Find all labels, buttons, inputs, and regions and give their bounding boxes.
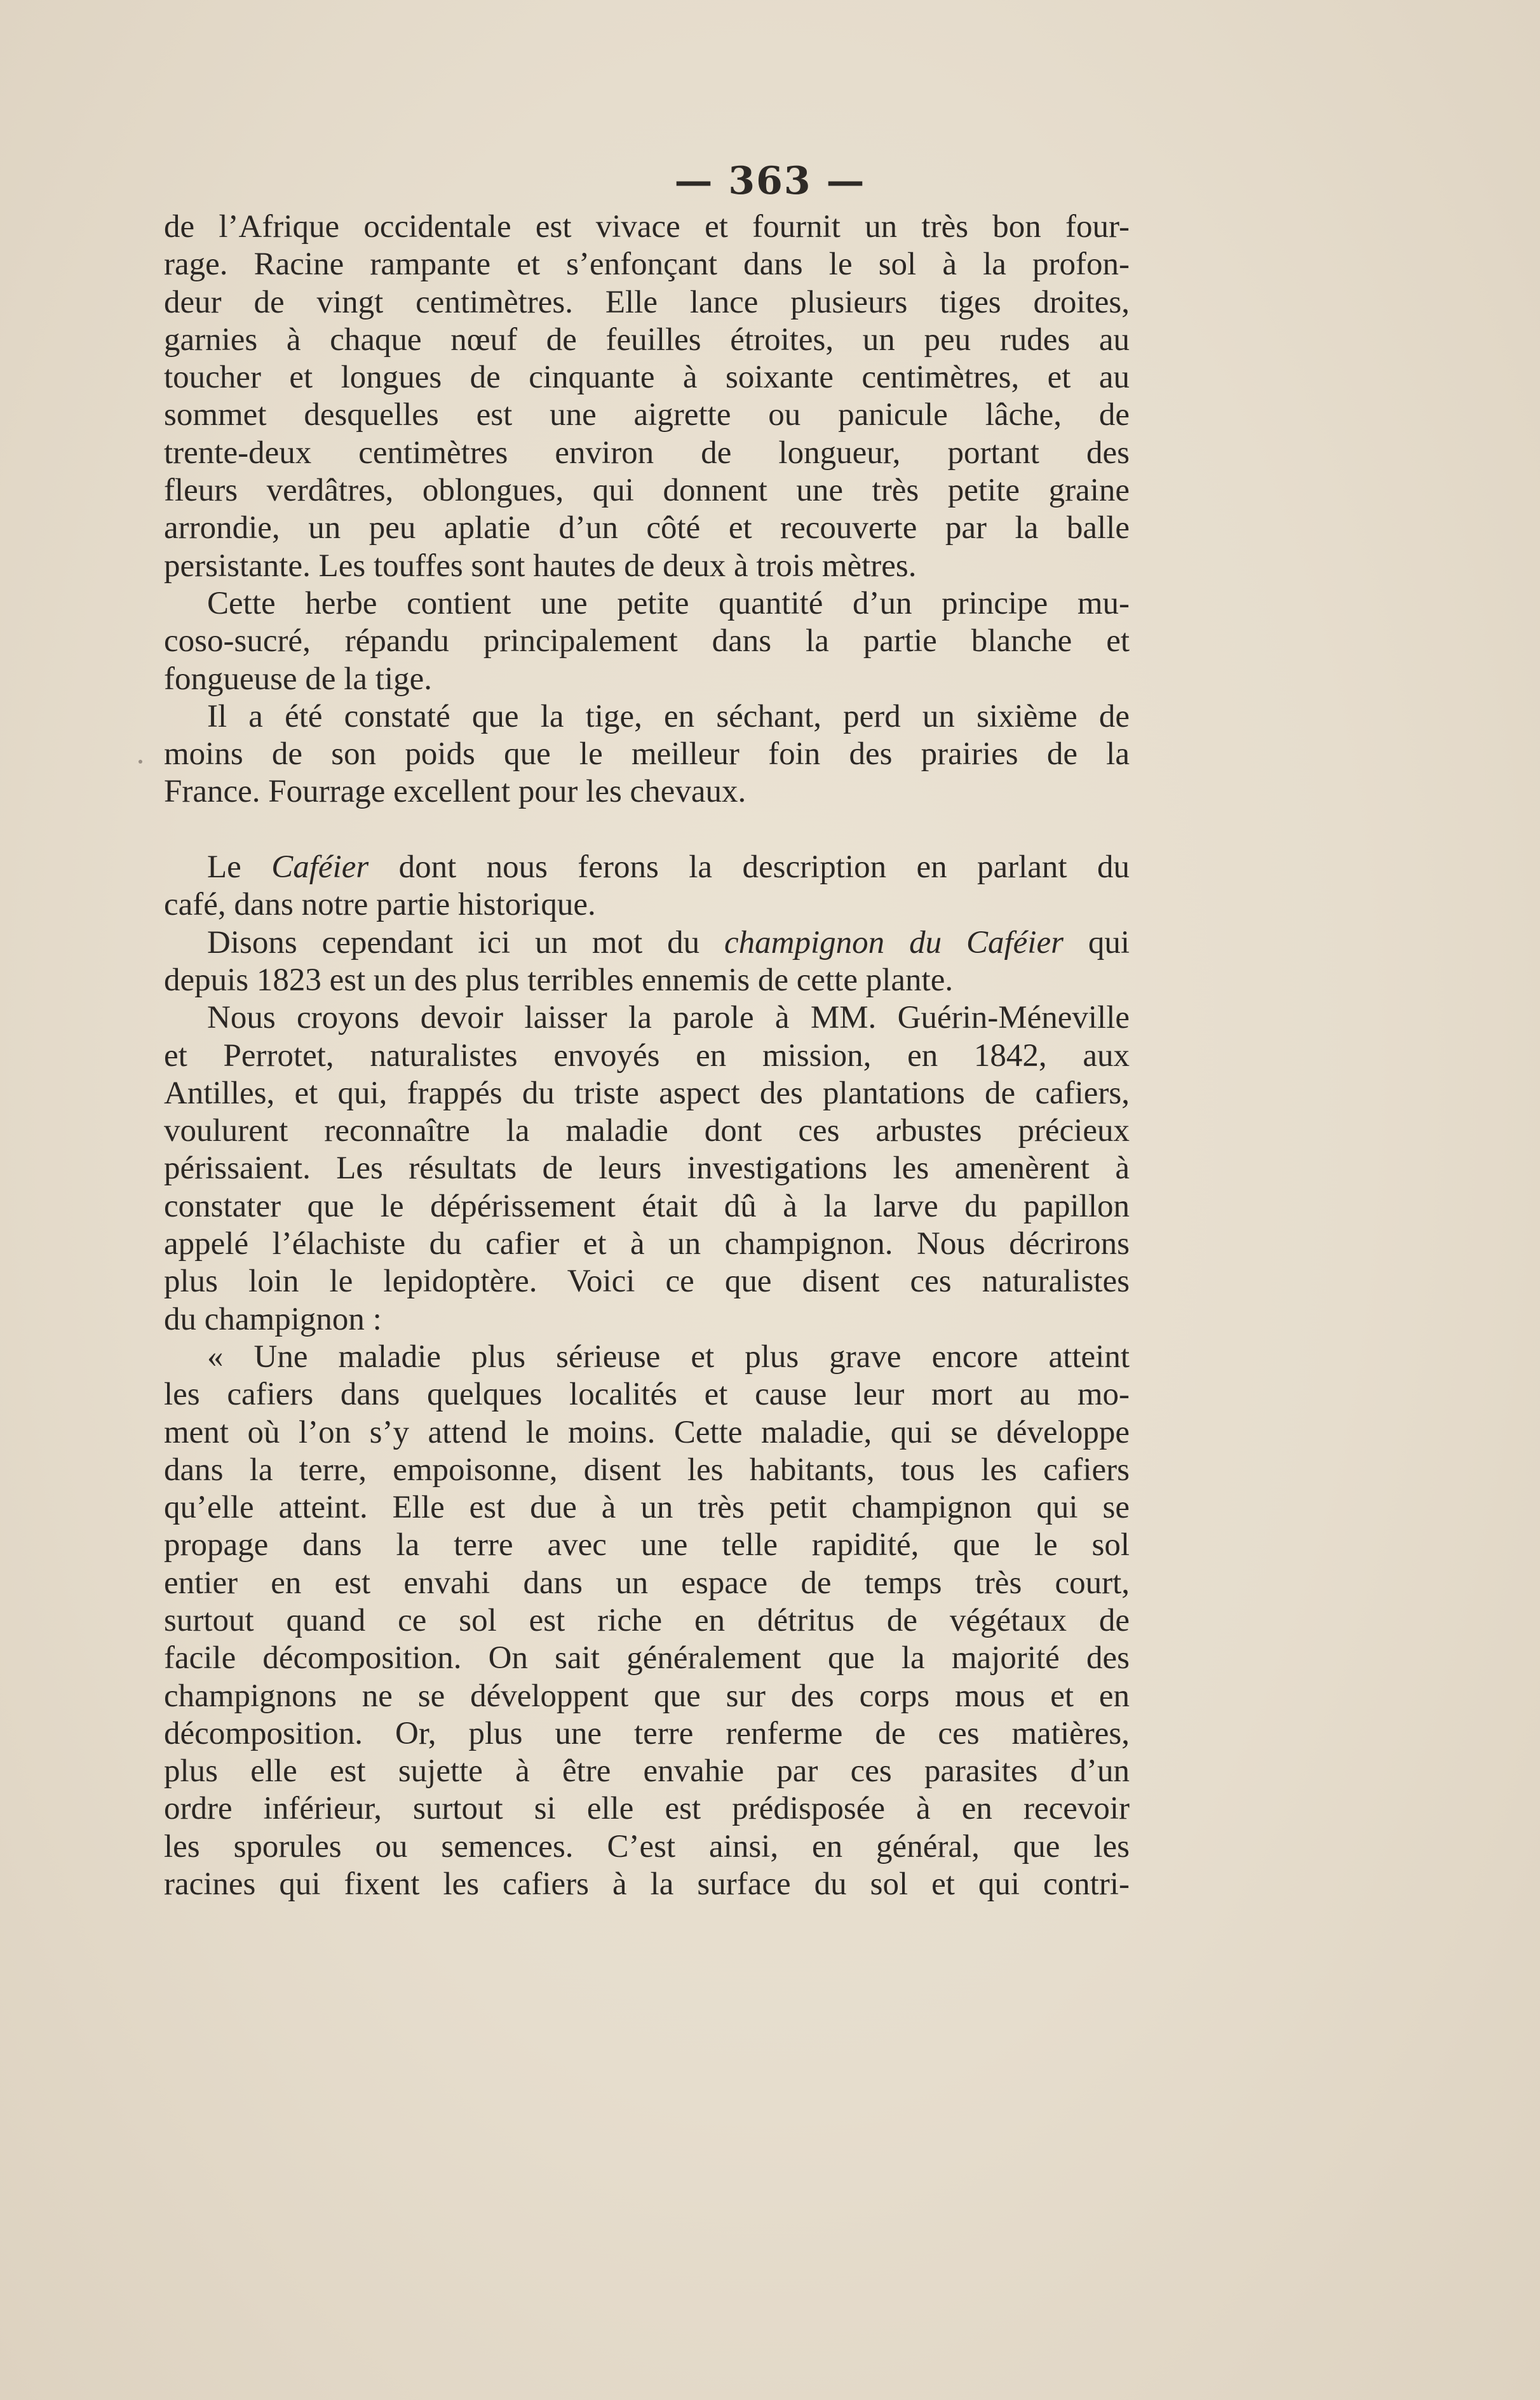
- text-line: Antilles, et qui, frappés du triste aspect des plantations de cafiers,: [164, 1075, 1130, 1111]
- text-line: les sporules ou semences. C’est ainsi, en général, que les: [164, 1828, 1130, 1864]
- text-run: dont nous ferons la description en parlant du: [368, 849, 1130, 886]
- text-line: les cafiers dans quelques localités et cause leur mort au mo-: [164, 1377, 1130, 1413]
- italic-term: champignon du Caféier: [724, 924, 1064, 961]
- text-line: du champignon :: [164, 1301, 382, 1337]
- text-line: entier en est envahi dans un espace de temps très court,: [164, 1565, 1130, 1601]
- text-line: propage dans la terre avec une telle rapidité, que le sol: [164, 1527, 1130, 1563]
- text-line: Cette herbe contient une petite quantité d’un principe mu-: [207, 585, 1130, 621]
- section-gap: [164, 811, 1130, 849]
- text-line: et Perrotet, naturalistes envoyés en mission, en 1842, aux: [164, 1037, 1130, 1074]
- text-line: Nous croyons devoir laisser la parole à MM. Guérin-Méneville: [207, 1000, 1130, 1036]
- text-line: de l’Afrique occidentale est vivace et fournit un très bon four-: [164, 209, 1130, 245]
- text-line: arrondie, un peu aplatie d’un côté et recouverte par la balle: [164, 510, 1130, 546]
- text-line: rage. Racine rampante et s’enfonçant dans le sol à la profon-: [164, 246, 1130, 283]
- text-line: ment où l’on s’y attend le moins. Cette maladie, qui se développe: [164, 1414, 1130, 1450]
- text-line: coso-sucré, répandu principalement dans la partie blanche et: [164, 623, 1130, 659]
- text-line: constater que le dépérissement était dû à la larve du papillon: [164, 1188, 1130, 1224]
- text-run: Le: [207, 849, 272, 886]
- paragraph-6: [164, 999, 1130, 1338]
- text-line: depuis 1823 est un des plus terribles ennemis de cette plante.: [164, 962, 954, 998]
- text-line: appelé l’élachiste du cafier et à un champignon. Nous décrirons: [164, 1226, 1130, 1262]
- text-line: Il a été constaté que la tige, en séchant, perd un sixième de: [207, 698, 1130, 734]
- text-line: voulurent reconnaître la maladie dont ces arbustes précieux: [164, 1113, 1130, 1149]
- text-line: toucher et longues de cinquante à soixante centimètres, et au: [164, 360, 1130, 396]
- text-line: qu’elle atteint. Elle est due à un très petit champignon qui se: [164, 1490, 1130, 1526]
- text-line: périssaient. Les résultats de leurs investigations les amenèrent à: [164, 1150, 1130, 1187]
- text-run: Disons cependant ici un mot du: [207, 924, 725, 961]
- text-line: fleurs verdâtres, oblongues, qui donnent une très petite graine: [164, 473, 1130, 509]
- text-line: dans la terre, empoisonne, disent les habitants, tous les cafiers: [164, 1452, 1130, 1488]
- text-line: [164, 849, 1130, 886]
- margin-dot: [138, 760, 142, 764]
- text-line: garnies à chaque nœuf de feuilles étroites, un peu rudes au: [164, 321, 1130, 358]
- text-line: « Une maladie plus sérieuse et plus grave encore atteint: [207, 1338, 1130, 1375]
- text-line: racines qui fixent les cafiers à la surface du sol et qui contri-: [164, 1866, 1130, 1903]
- text-line: France. Fourrage excellent pour les chevaux.: [164, 774, 746, 810]
- text-line: [164, 924, 1130, 962]
- text-line: persistante. Les touffes sont hautes de deux à trois mètres.: [164, 548, 917, 584]
- text-line: café, dans notre partie historique.: [164, 887, 596, 923]
- page-number: — 363 —: [674, 159, 866, 203]
- text-line: sommet desquelles est une aigrette ou panicule lâche, de: [164, 397, 1130, 433]
- text-line: surtout quand ce sol est riche en détritus de végétaux de: [164, 1602, 1130, 1638]
- text-line: plus loin le lepidoptère. Voici ce que disent ces naturalistes: [164, 1264, 1130, 1300]
- paragraph-2: [164, 585, 1130, 698]
- text-run: qui: [1063, 924, 1130, 961]
- italic-term: Caféier: [271, 849, 369, 886]
- text-line: décomposition. Or, plus une terre renferme de ces matières,: [164, 1715, 1130, 1751]
- paragraph-4: [164, 849, 1130, 924]
- paragraph-5: [164, 924, 1130, 1000]
- paragraph-3: [164, 698, 1130, 811]
- text-line: trente-deux centimètres environ de longueur, portant des: [164, 435, 1130, 471]
- paragraph-7: [164, 1338, 1130, 1903]
- text-line: deur de vingt centimètres. Elle lance plusieurs tiges droites,: [164, 284, 1130, 320]
- text-line: moins de son poids que le meilleur foin des prairies de la: [164, 736, 1130, 772]
- paragraph-1: [164, 208, 1130, 585]
- text-line: ordre inférieur, surtout si elle est prédisposée à en recevoir: [164, 1791, 1130, 1827]
- text-line: plus elle est sujette à être envahie par ces parasites d’un: [164, 1753, 1130, 1790]
- text-line: facile décomposition. On sait généralement que la majorité des: [164, 1640, 1130, 1676]
- body-text: [164, 208, 1130, 1903]
- text-line: champignons ne se développent que sur des corps mous et en: [164, 1678, 1130, 1714]
- text-line: fongueuse de la tige.: [164, 661, 433, 697]
